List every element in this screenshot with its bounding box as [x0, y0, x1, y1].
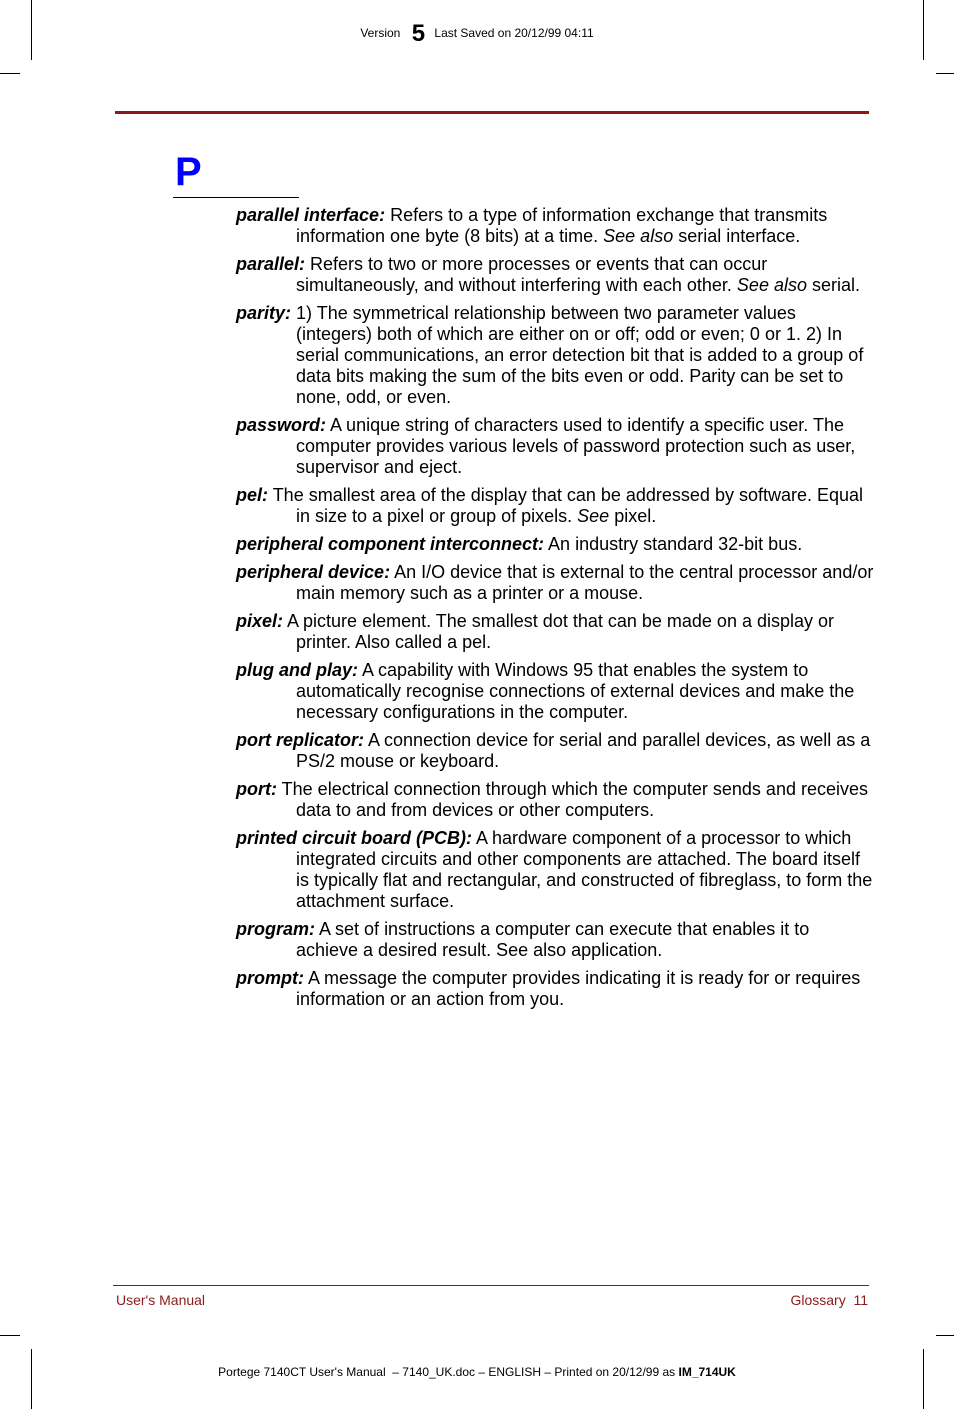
definition-text: serial interface. — [673, 226, 801, 246]
last-saved: Last Saved on 20/12/99 04:11 — [434, 26, 594, 40]
glossary-entry — [236, 415, 876, 478]
glossary-term: port replicator: — [236, 730, 365, 750]
glossary-term: prompt: — [236, 968, 304, 988]
glossary-list — [236, 205, 876, 1017]
section-underline — [173, 197, 299, 198]
version-label: Version — [360, 26, 401, 40]
definition-text: An I/O device that is external to the central processor and/or main memory such as a printer or a mouse. — [296, 562, 874, 603]
glossary-entry — [236, 254, 876, 296]
crop-mark — [936, 73, 954, 74]
glossary-entry — [236, 660, 876, 723]
definition-text: serial. — [806, 275, 860, 295]
glossary-term: plug and play: — [236, 660, 359, 680]
glossary-entry — [236, 919, 876, 961]
version-number: 5 — [411, 20, 426, 47]
print-info-code: IM_714UK — [678, 1365, 736, 1379]
definition-text: The electrical connection through which the computer sends and receives data to and from devices or other computers. — [276, 779, 868, 820]
print-info-text: Portege 7140CT User's Manual – 7140_UK.doc – ENGLISH – Printed on 20/12/99 as — [218, 1365, 679, 1379]
glossary-entry — [236, 303, 876, 408]
footer-manual-title: User's Manual — [116, 1292, 206, 1308]
glossary-entry — [236, 730, 876, 772]
glossary-term: printed circuit board (PCB): — [236, 828, 473, 848]
glossary-entry — [236, 534, 876, 555]
definition-text: Refers to a type of information exchange that transmits information one byte (8 bits) at a time. — [296, 205, 828, 246]
glossary-term: peripheral component interconnect: — [236, 534, 545, 554]
print-info-line — [0, 1365, 954, 1379]
glossary-term: program: — [236, 919, 316, 939]
definition-text: pixel. — [609, 506, 657, 526]
crop-mark — [923, 1349, 924, 1409]
definition-text: A capability with Windows 95 that enables the system to automatically recognise connections of external devices and make the necessary configurations in the computer. — [296, 660, 855, 722]
document-header — [0, 20, 954, 48]
glossary-entry — [236, 611, 876, 653]
glossary-term: password: — [236, 415, 327, 435]
glossary-entry — [236, 828, 876, 912]
cross-reference-label: See — [577, 506, 610, 526]
header-rule — [115, 111, 869, 114]
cross-reference-label: See also — [736, 275, 807, 295]
cross-reference-label: See also — [603, 226, 674, 246]
footer-page-number: Glossary 11 — [790, 1292, 868, 1308]
footer-rule — [113, 1285, 869, 1286]
glossary-term: parity: — [236, 303, 292, 323]
definition-text: 1) The symmetrical relationship between two parameter values (integers) both of which are either on or off; odd or even; 0 or 1. 2) In serial communications, an error detection bit that is added to a group of data bits making the sum of the bits even or odd. Parity can be set to none, odd, or even. — [291, 303, 864, 407]
glossary-entry — [236, 205, 876, 247]
glossary-term: port: — [236, 779, 277, 799]
glossary-term: parallel interface: — [236, 205, 386, 225]
definition-text: An industry standard 32-bit bus. — [544, 534, 803, 554]
glossary-entry — [236, 968, 876, 1010]
definition-text: A hardware component of a processor to which integrated circuits and other components are attached. The board itself is typically flat and rectangular, and constructed of fibreglass, to form the attachment surface. — [296, 828, 873, 911]
definition-text: A connection device for serial and parallel devices, as well as a PS/2 mouse or keyboard. — [296, 730, 871, 771]
definition-text: A set of instructions a computer can execute that enables it to achieve a desired result. See also application. — [296, 919, 810, 960]
crop-mark — [31, 1349, 32, 1409]
section-letter: P — [175, 150, 202, 194]
glossary-term: pixel: — [236, 611, 284, 631]
glossary-term: peripheral device: — [236, 562, 391, 582]
crop-mark — [0, 73, 20, 74]
definition-text: Refers to two or more processes or events that can occur simultaneously, and without interfering with each other. — [296, 254, 768, 295]
definition-text: A picture element. The smallest dot that can be made on a display or printer. Also called a pel. — [283, 611, 835, 652]
definition-text: The smallest area of the display that can be addressed by software. Equal in size to a pixel or group of pixels. — [268, 485, 864, 526]
glossary-term: parallel: — [236, 254, 306, 274]
glossary-entry — [236, 562, 876, 604]
definition-text: A message the computer provides indicating it is ready for or requires information or an action from you. — [296, 968, 861, 1009]
glossary-entry — [236, 779, 876, 821]
definition-text: A unique string of characters used to identify a specific user. The computer provides various levels of password protection such as user, supervisor and eject. — [296, 415, 856, 477]
crop-mark — [936, 1335, 954, 1336]
glossary-term: pel: — [236, 485, 269, 505]
crop-mark — [0, 1335, 20, 1336]
glossary-entry — [236, 485, 876, 527]
